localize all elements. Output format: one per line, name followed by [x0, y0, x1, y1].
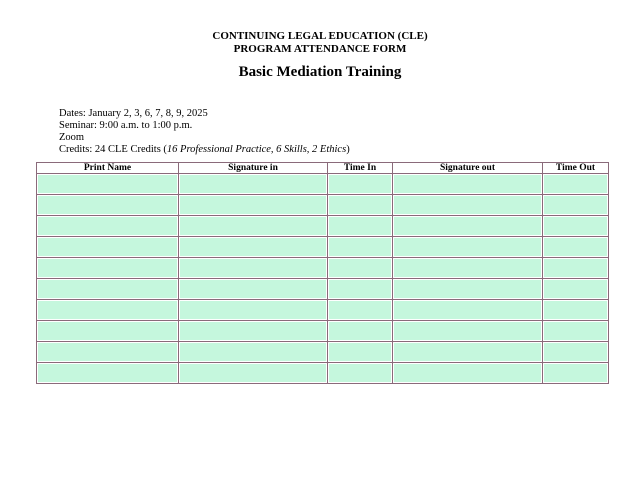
signature-out-field[interactable] — [394, 196, 541, 214]
signature-out-field[interactable] — [394, 175, 541, 193]
attendance-rows — [37, 174, 609, 384]
table-row — [37, 174, 609, 195]
table-cell — [543, 321, 609, 342]
signature-out-field[interactable] — [394, 364, 541, 382]
table-cell — [393, 237, 543, 258]
table-cell — [543, 195, 609, 216]
column-header-print-name: Print Name — [37, 163, 179, 174]
table-cell — [37, 258, 179, 279]
time-in-field[interactable] — [329, 301, 391, 319]
table-row — [37, 195, 609, 216]
time-out-field[interactable] — [544, 322, 607, 340]
signature-in-field[interactable] — [180, 259, 326, 277]
print-name-field[interactable] — [38, 364, 177, 382]
table-cell — [328, 195, 393, 216]
time-out-field[interactable] — [544, 301, 607, 319]
signature-in-field[interactable] — [180, 364, 326, 382]
print-name-field[interactable] — [38, 196, 177, 214]
signature-in-field[interactable] — [180, 175, 326, 193]
signature-out-field[interactable] — [394, 217, 541, 235]
table-cell — [393, 174, 543, 195]
time-in-field[interactable] — [329, 280, 391, 298]
time-out-field[interactable] — [544, 196, 607, 214]
time-in-field[interactable] — [329, 175, 391, 193]
column-header-time-in: Time In — [328, 163, 393, 174]
table-row — [37, 342, 609, 363]
form-header-line1: CONTINUING LEGAL EDUCATION (CLE) — [212, 30, 428, 42]
time-in-field[interactable] — [329, 322, 391, 340]
table-cell — [393, 195, 543, 216]
credits-suffix: ) — [346, 144, 350, 155]
time-out-field[interactable] — [544, 259, 607, 277]
table-cell — [37, 279, 179, 300]
seminar-time-text: Seminar: 9:00 a.m. to 1:00 p.m. — [59, 120, 193, 131]
credits-prefix: Credits: 24 CLE Credits ( — [59, 144, 167, 155]
time-out-field[interactable] — [544, 280, 607, 298]
table-cell — [543, 258, 609, 279]
table-row — [37, 363, 609, 384]
table-cell — [37, 363, 179, 384]
table-cell — [543, 342, 609, 363]
signature-in-field[interactable] — [180, 322, 326, 340]
table-cell — [543, 300, 609, 321]
time-in-field[interactable] — [329, 238, 391, 256]
table-cell — [37, 195, 179, 216]
table-cell — [179, 174, 328, 195]
print-name-field[interactable] — [38, 259, 177, 277]
table-cell — [179, 279, 328, 300]
table-cell — [543, 216, 609, 237]
print-name-field[interactable] — [38, 322, 177, 340]
table-cell — [328, 174, 393, 195]
time-in-field[interactable] — [329, 196, 391, 214]
table-cell — [393, 363, 543, 384]
table-cell — [328, 321, 393, 342]
print-name-field[interactable] — [38, 280, 177, 298]
table-cell — [328, 216, 393, 237]
print-name-field[interactable] — [38, 343, 177, 361]
print-name-field[interactable] — [38, 217, 177, 235]
table-cell — [328, 258, 393, 279]
time-out-field[interactable] — [544, 343, 607, 361]
signature-in-field[interactable] — [180, 280, 326, 298]
dates-text: Dates: January 2, 3, 6, 7, 8, 9, 2025 — [59, 108, 208, 119]
signature-out-field[interactable] — [394, 301, 541, 319]
attendance-header-row — [37, 163, 609, 174]
table-cell — [328, 342, 393, 363]
time-out-field[interactable] — [544, 175, 607, 193]
signature-in-field[interactable] — [180, 343, 326, 361]
signature-out-field[interactable] — [394, 259, 541, 277]
time-in-field[interactable] — [329, 217, 391, 235]
table-cell — [179, 237, 328, 258]
table-cell — [179, 321, 328, 342]
table-cell — [328, 300, 393, 321]
table-cell — [37, 300, 179, 321]
time-in-field[interactable] — [329, 364, 391, 382]
time-out-field[interactable] — [544, 364, 607, 382]
print-name-field[interactable] — [38, 301, 177, 319]
table-row — [37, 279, 609, 300]
table-cell — [543, 279, 609, 300]
print-name-field[interactable] — [38, 175, 177, 193]
course-title: Basic Mediation Training — [238, 64, 402, 80]
signature-out-field[interactable] — [394, 280, 541, 298]
signature-in-field[interactable] — [180, 301, 326, 319]
table-cell — [393, 258, 543, 279]
table-row — [37, 321, 609, 342]
time-in-field[interactable] — [329, 259, 391, 277]
table-cell — [328, 279, 393, 300]
table-row — [37, 216, 609, 237]
table-cell — [179, 216, 328, 237]
signature-out-field[interactable] — [394, 322, 541, 340]
table-row — [37, 237, 609, 258]
table-cell — [179, 363, 328, 384]
signature-in-field[interactable] — [180, 238, 326, 256]
table-cell — [328, 237, 393, 258]
attendance-table — [36, 162, 609, 384]
signature-in-field[interactable] — [180, 196, 326, 214]
signature-out-field[interactable] — [394, 238, 541, 256]
location-text: Zoom — [59, 132, 85, 143]
column-header-signature-out: Signature out — [393, 163, 543, 174]
credits-detail: 16 Professional Practice, 6 Skills, 2 Ethics — [166, 144, 347, 155]
form-header-line2: PROGRAM ATTENDANCE FORM — [233, 42, 407, 55]
credits-text — [59, 144, 350, 156]
table-cell — [37, 321, 179, 342]
table-cell — [37, 342, 179, 363]
table-cell — [179, 258, 328, 279]
table-cell — [179, 195, 328, 216]
time-out-field[interactable] — [544, 238, 607, 256]
signature-out-field[interactable] — [394, 343, 541, 361]
table-row — [37, 300, 609, 321]
table-cell — [393, 300, 543, 321]
table-cell — [543, 174, 609, 195]
table-cell — [543, 237, 609, 258]
table-cell — [393, 279, 543, 300]
table-cell — [328, 363, 393, 384]
table-cell — [37, 216, 179, 237]
table-cell — [393, 216, 543, 237]
column-header-signature-in: Signature in — [179, 163, 328, 174]
table-cell — [393, 321, 543, 342]
table-cell — [37, 237, 179, 258]
print-name-field[interactable] — [38, 238, 177, 256]
table-cell — [179, 300, 328, 321]
table-cell — [393, 342, 543, 363]
time-in-field[interactable] — [329, 343, 391, 361]
signature-in-field[interactable] — [180, 217, 326, 235]
program-info — [59, 108, 350, 156]
table-cell — [179, 342, 328, 363]
table-cell — [37, 174, 179, 195]
table-cell — [543, 363, 609, 384]
time-out-field[interactable] — [544, 217, 607, 235]
form-header — [0, 30, 640, 55]
table-row — [37, 258, 609, 279]
column-header-time-out: Time Out — [543, 163, 609, 174]
